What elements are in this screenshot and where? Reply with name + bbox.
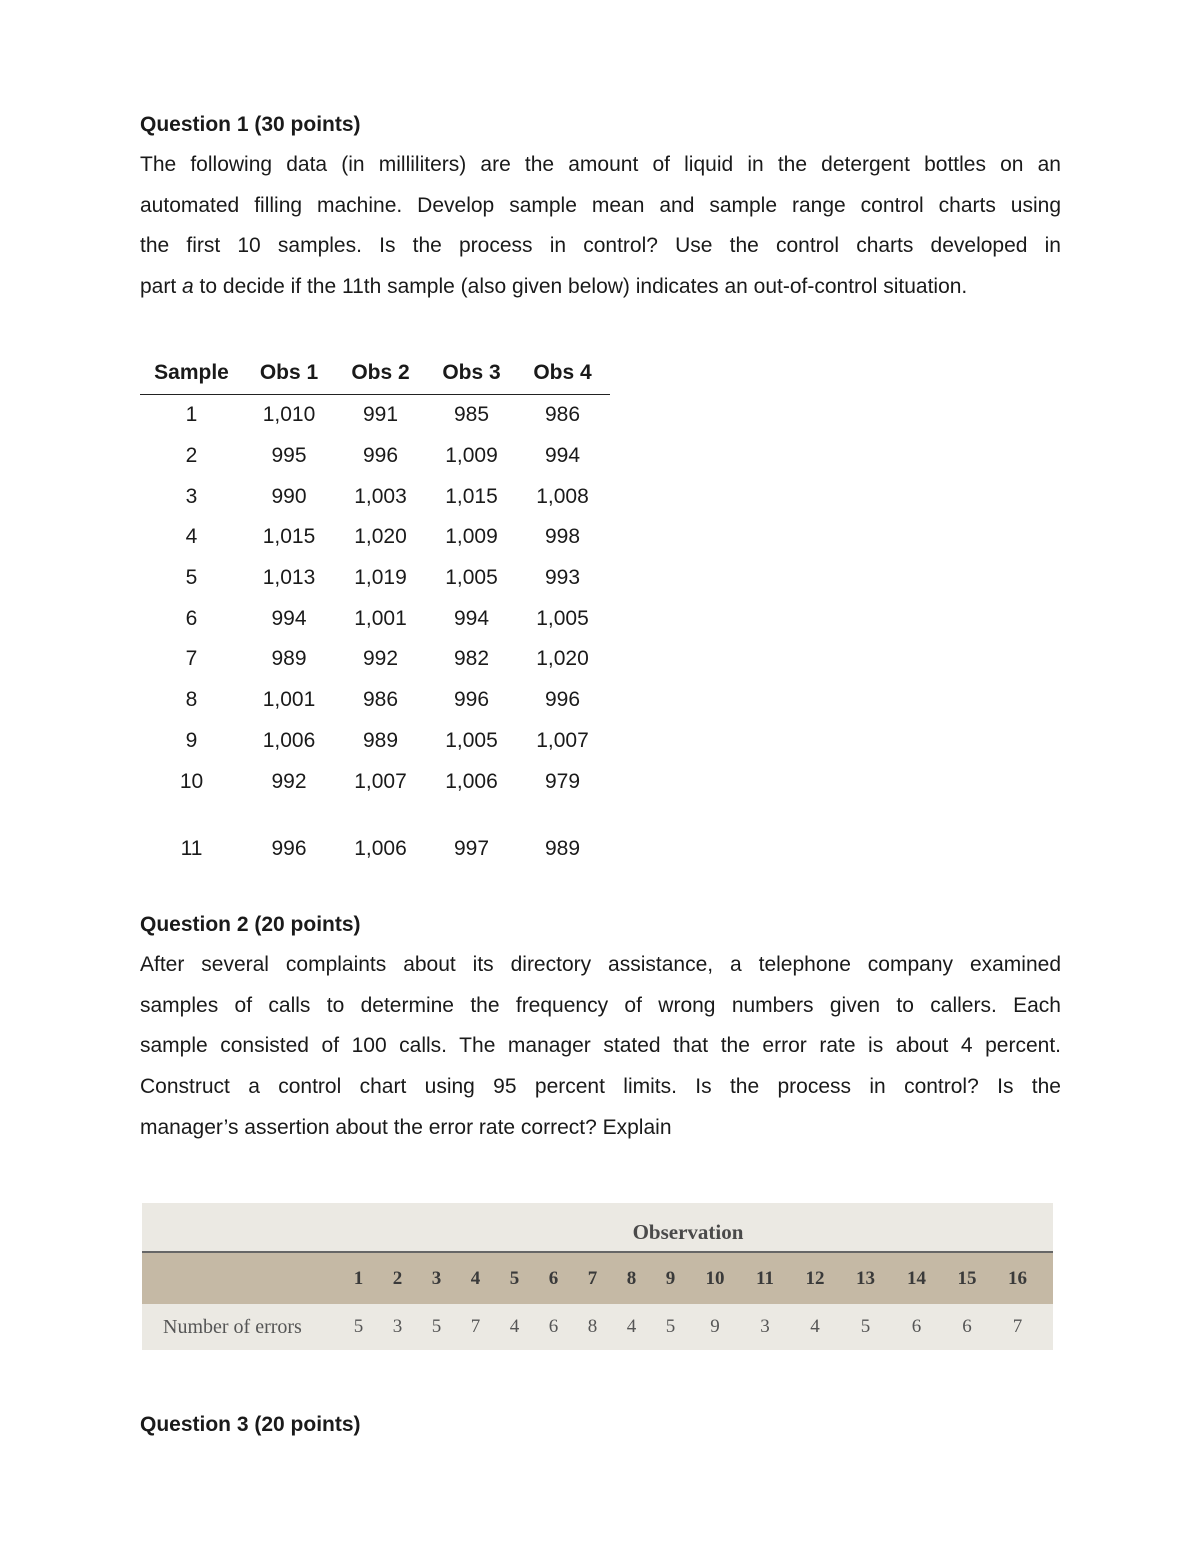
question-1-line-pre: part <box>140 275 183 299</box>
table-cell: 989 <box>544 837 581 861</box>
column-header: Obs 4 <box>533 361 592 384</box>
table-cell: 1,015 <box>262 525 316 549</box>
question-2-line: After several complaints about its directory assistance, a telephone company examined <box>140 953 1061 976</box>
table-cell: 996 <box>544 688 581 712</box>
observation-header: Observation <box>632 1220 744 1244</box>
table-cell: 1,006 <box>262 728 316 752</box>
table-row <box>140 476 610 517</box>
table-cell: 11 <box>180 837 203 861</box>
table-cell: 9 <box>185 728 198 752</box>
table-cell: 996 <box>271 837 307 861</box>
question-2-line: samples of calls to determine the frequency of wrong numbers given to callers. Each <box>140 993 1061 1017</box>
table-cell: 1,008 <box>536 484 589 508</box>
table-cell: 995 <box>271 444 307 468</box>
observation-number: 13 <box>856 1267 875 1289</box>
error-count: 7 <box>1012 1316 1023 1337</box>
question-1-title: Question 1 (30 points) <box>140 113 361 136</box>
question-2-title: Question 2 (20 points) <box>140 913 361 936</box>
table-cell: 6 <box>185 606 198 630</box>
question-2-line: manager’s assertion about the error rate correct? Explain <box>140 1115 672 1139</box>
observation-number: 5 <box>509 1267 520 1289</box>
question-2-line: sample consisted of 100 calls. The manager stated that the error rate is about 4 percent. <box>140 1034 1061 1058</box>
error-count: 8 <box>587 1316 598 1337</box>
table-cell: 10 <box>179 769 204 793</box>
table-cell: 989 <box>271 647 307 671</box>
table-row <box>140 721 610 762</box>
table-cell: 1,009 <box>445 525 498 549</box>
table-cell: 1,003 <box>354 484 407 508</box>
table-row <box>140 436 610 477</box>
table-cell: 986 <box>362 688 399 712</box>
table-cell: 1,001 <box>262 688 316 712</box>
table-header-row <box>140 352 610 395</box>
table-cell: 979 <box>544 769 581 793</box>
observation-number: 8 <box>626 1267 637 1289</box>
observation-number: 14 <box>907 1267 926 1289</box>
table-cell: 2 <box>185 444 198 468</box>
table-cell: 1 <box>185 403 198 427</box>
table-cell: 1,010 <box>262 403 316 427</box>
table-cell: 1,005 <box>445 728 498 752</box>
errors-row <box>142 1304 1053 1350</box>
error-count: 6 <box>962 1316 972 1337</box>
column-header: Sample <box>154 361 229 384</box>
observation-number: 10 <box>705 1267 725 1289</box>
table-cell: 997 <box>453 837 490 861</box>
table-cell: 1,009 <box>445 444 498 468</box>
error-count: 9 <box>710 1316 720 1337</box>
observation-number: 15 <box>957 1267 977 1289</box>
column-header: Obs 2 <box>351 361 410 384</box>
question-1-line: the first 10 samples. Is the process in control? Use the control charts developed in <box>140 234 1061 258</box>
table-cell: 990 <box>271 484 307 508</box>
question-2-line: Construct a control chart using 95 percent limits. Is the process in control? Is the <box>140 1075 1061 1099</box>
table-cell: 4 <box>185 525 198 549</box>
table-cell: 1,007 <box>354 769 407 793</box>
observation-number: 3 <box>431 1267 442 1289</box>
observation-header-row <box>142 1203 1053 1253</box>
table-cell: 1,005 <box>536 606 589 630</box>
observation-number: 12 <box>805 1267 825 1289</box>
table-cell: 1,007 <box>536 728 589 752</box>
table-cell: 1,001 <box>354 606 407 630</box>
error-count: 5 <box>431 1316 442 1337</box>
table-cell: 998 <box>544 525 581 549</box>
table-cell: 994 <box>271 606 307 630</box>
table-cell: 996 <box>453 688 490 712</box>
table-cell: 3 <box>185 484 198 508</box>
table-cell: 996 <box>362 444 399 468</box>
observation-number: 7 <box>587 1267 598 1289</box>
table-cell: 1,020 <box>354 525 407 549</box>
column-header: Obs 1 <box>259 361 319 384</box>
table-cell: 1,006 <box>445 769 498 793</box>
observation-number: 16 <box>1008 1267 1027 1289</box>
table-cell: 8 <box>185 688 198 712</box>
table-row <box>140 761 610 802</box>
question-1-text <box>140 145 1061 308</box>
table-cell: 5 <box>185 566 198 590</box>
error-count: 4 <box>509 1316 520 1337</box>
observation-number: 4 <box>470 1267 481 1289</box>
errors-table <box>142 1203 1053 1350</box>
table-row <box>140 680 610 721</box>
table-cell: 992 <box>271 769 307 793</box>
table-cell: 1,013 <box>262 566 316 590</box>
question-3-title: Question 3 (20 points) <box>140 1413 361 1436</box>
error-count: 3 <box>760 1316 770 1337</box>
observation-number: 11 <box>756 1267 774 1289</box>
table-cell: 989 <box>362 728 399 752</box>
table-row-extra-sample <box>140 829 610 870</box>
error-count: 5 <box>860 1316 871 1337</box>
column-header: Obs 3 <box>442 361 501 384</box>
error-count: 4 <box>810 1316 820 1337</box>
table-cell: 1,020 <box>536 647 589 671</box>
table-cell: 1,019 <box>354 566 407 590</box>
table-cell: 994 <box>544 444 581 468</box>
table-cell: 994 <box>453 606 490 630</box>
table-cell: 991 <box>362 403 399 427</box>
error-count: 4 <box>626 1316 637 1337</box>
question-1-line: The following data (in milliliters) are the amount of liquid in the detergent bottles on an <box>140 153 1061 176</box>
observation-number-row <box>142 1253 1053 1304</box>
table-cell: 1,015 <box>445 484 498 508</box>
question-1-line: automated filling machine. Develop sample mean and sample range control charts using <box>140 193 1061 217</box>
observation-number: 1 <box>353 1267 364 1289</box>
error-count: 7 <box>470 1316 481 1337</box>
question-2-text <box>140 945 1061 1149</box>
table-row <box>140 639 610 680</box>
table-cell: 1,005 <box>445 566 498 590</box>
table-cell: 7 <box>185 647 198 671</box>
row-label: Number of errors <box>163 1315 302 1338</box>
error-count: 5 <box>353 1316 364 1337</box>
sample-data-table <box>140 352 610 870</box>
table-row <box>140 558 610 599</box>
table-cell: 986 <box>544 403 581 427</box>
error-count: 6 <box>548 1316 559 1337</box>
table-row <box>140 395 610 436</box>
table-cell: 985 <box>453 403 490 427</box>
table-cell: 1,006 <box>354 837 407 861</box>
question-1-line <box>140 267 1061 308</box>
error-count: 5 <box>665 1316 676 1337</box>
observation-number: 6 <box>548 1267 559 1289</box>
table-row <box>140 598 610 639</box>
observation-number: 9 <box>665 1267 676 1289</box>
table-cell: 993 <box>544 566 581 590</box>
question-1-line-italic: a <box>182 275 194 299</box>
error-count: 3 <box>392 1316 403 1337</box>
table-row <box>140 517 610 558</box>
table-cell: 982 <box>453 647 490 671</box>
observation-number: 2 <box>392 1267 403 1289</box>
table-cell: 992 <box>362 647 399 671</box>
question-1-line-post: to decide if the 11th sample (also given below) indicates an out-of-control situation. <box>193 275 968 299</box>
error-count: 6 <box>911 1316 922 1337</box>
